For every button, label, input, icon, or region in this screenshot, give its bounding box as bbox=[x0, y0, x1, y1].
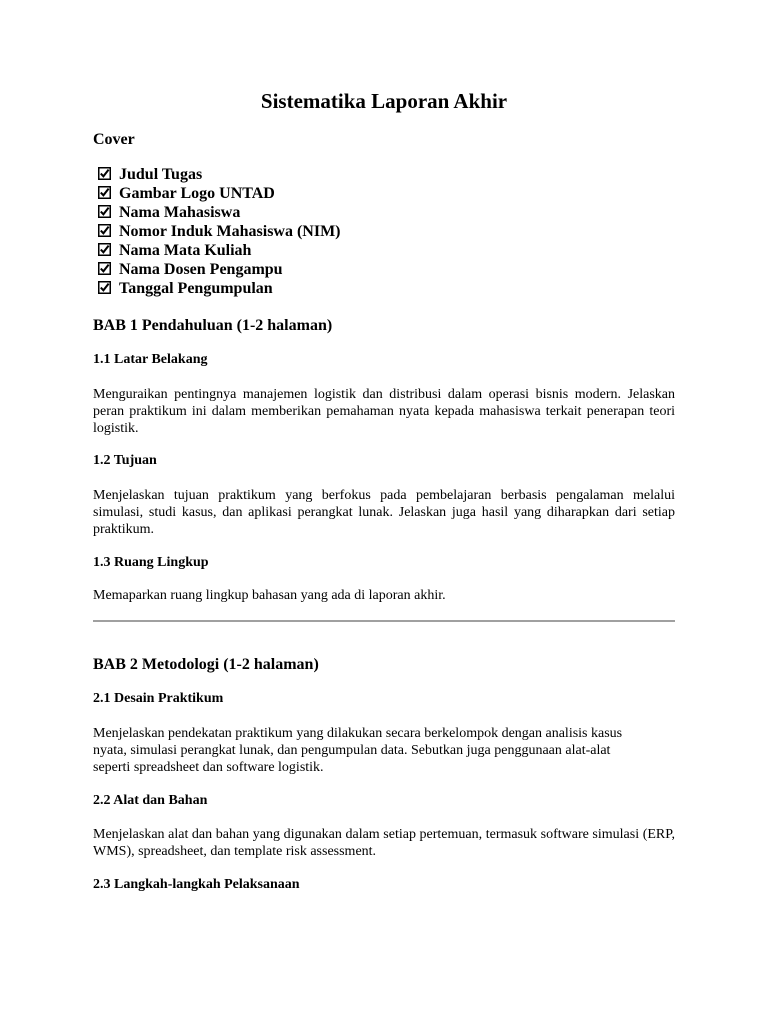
checklist-item bbox=[98, 222, 341, 241]
checklist-item-label: Tanggal Pengumpulan bbox=[119, 280, 273, 297]
bab2-2-heading: 2.2 Alat dan Bahan bbox=[93, 793, 208, 808]
checklist-item-label: Nama Dosen Pengampu bbox=[119, 261, 283, 278]
bab1-heading: BAB 1 Pendahuluan (1-2 halaman) bbox=[93, 317, 333, 334]
checkbox-checked-icon bbox=[98, 224, 111, 237]
checklist-item bbox=[98, 279, 341, 298]
checkbox-checked-icon bbox=[98, 281, 111, 294]
checkbox-checked-icon bbox=[98, 262, 111, 275]
bab1-3-heading: 1.3 Ruang Lingkup bbox=[93, 555, 209, 570]
bab1-1-heading: 1.1 Latar Belakang bbox=[93, 352, 208, 367]
cover-heading: Cover bbox=[93, 131, 135, 148]
cover-checklist bbox=[98, 165, 341, 298]
bab2-1-heading: 2.1 Desain Praktikum bbox=[93, 691, 224, 706]
checklist-item-label: Judul Tugas bbox=[119, 166, 203, 183]
bab2-2-text: Menjelaskan alat dan bahan yang digunakan dalam setiap pertemuan, termasuk software simulasi (ERP, WMS), spreadsheet, dan template risk assessment. bbox=[93, 827, 675, 859]
checklist-item-label: Nama Mata Kuliah bbox=[119, 242, 252, 259]
bab1-3-text: Memaparkan ruang lingkup bahasan yang ada di laporan akhir. bbox=[93, 588, 446, 603]
checklist-item bbox=[98, 184, 341, 203]
checklist-item bbox=[98, 241, 341, 260]
bab1-2-text: Menjelaskan tujuan praktikum yang berfokus pada pembelajaran berbasis pengalaman melalui simulasi, studi kasus, dan aplikasi perangkat lunak. Jelaskan juga hasil yang diharapkan dari setiap praktikum. bbox=[93, 488, 675, 537]
checklist-item bbox=[98, 165, 341, 184]
checkbox-checked-icon bbox=[98, 186, 111, 199]
checkbox-checked-icon bbox=[98, 243, 111, 256]
bab1-2-heading: 1.2 Tujuan bbox=[93, 453, 157, 468]
bab2-1-text: Menjelaskan pendekatan praktikum yang dilakukan secara berkelompok dengan analisis kasus nyata, simulasi perangkat lunak, dan pengumpulan data. Sebutkan juga penggunaan alat-alat seperti spreadsheet dan software logistik. bbox=[93, 726, 623, 775]
checklist-item bbox=[98, 203, 341, 222]
checkbox-checked-icon bbox=[98, 205, 111, 218]
checklist-item-label: Nama Mahasiswa bbox=[119, 204, 241, 221]
bab2-3-heading: 2.3 Langkah-langkah Pelaksanaan bbox=[93, 877, 300, 892]
checklist-item-label: Gambar Logo UNTAD bbox=[119, 185, 275, 202]
checklist-item-label: Nomor Induk Mahasiswa (NIM) bbox=[119, 223, 341, 240]
horizontal-rule bbox=[93, 620, 675, 622]
bab2-heading: BAB 2 Metodologi (1-2 halaman) bbox=[93, 656, 319, 673]
checklist-item bbox=[98, 260, 341, 279]
bab1-1-text: Menguraikan pentingnya manajemen logistik dan distribusi dalam operasi bisnis modern. Jelaskan peran praktikum ini dalam memberikan pemahaman nyata kepada mahasiswa terkait penerapan teori logistik. bbox=[93, 387, 675, 436]
document-title: Sistematika Laporan Akhir bbox=[260, 89, 508, 113]
checkbox-checked-icon bbox=[98, 167, 111, 180]
